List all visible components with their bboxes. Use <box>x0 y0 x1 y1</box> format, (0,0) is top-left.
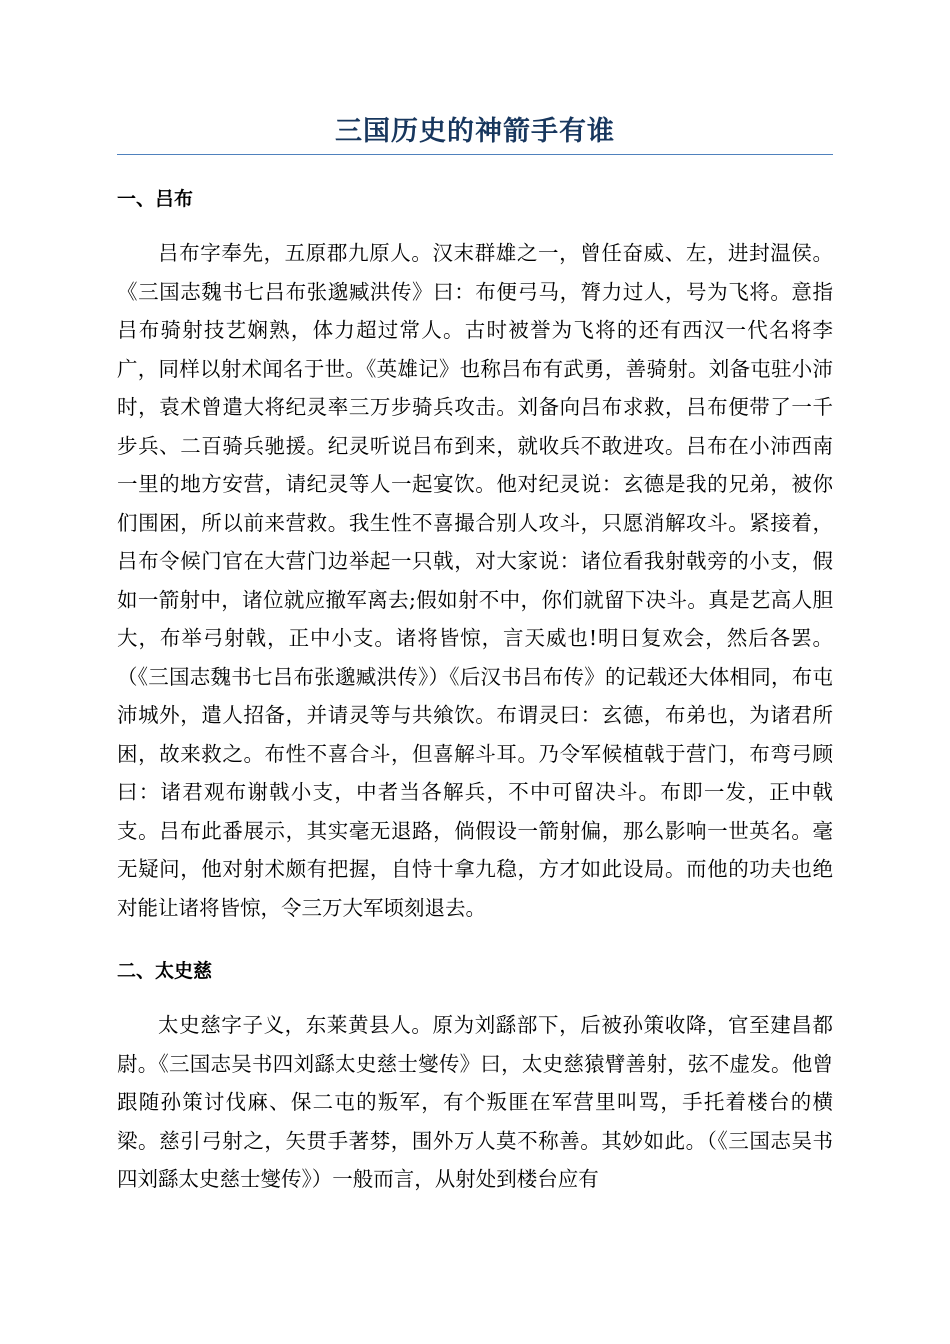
document-title: 三国历史的神箭手有谁 <box>335 116 615 147</box>
section-heading-taishici: 二、太史慈 <box>117 960 213 982</box>
title-divider <box>117 154 833 155</box>
section-paragraph-lvbu: 吕布字奉先，五原郡九原人。汉末群雄之一，曾任奋威、左，进封温侯。《三国志魏书七吕布张邈臧洪传》曰：布便弓马，膂力过人，号为飞将。意指吕布骑射技艺娴熟，体力超过常人。古时被誉为飞将的还有西汉一代名将李广，同样以射术闻名于世。《英雄记》也称吕布有武勇，善骑射。刘备屯驻小沛时，袁术曾遣大将纪灵率三万步骑兵攻击。刘备向吕布求救，吕布便带了一千步兵、二百骑兵驰援。纪灵听说吕布到来，就收兵不敢进攻。吕布在小沛西南一里的地方安营，请纪灵等人一起宴饮。他对纪灵说：玄德是我的兄弟，被你们围困，所以前来营救。我生性不喜撮合别人攻斗，只愿消解攻斗。紧接着，吕布令候门官在大营门边举起一只戟，对大家说：诸位看我射戟旁的小支，假如一箭射中，诸位就应撤军离去;假如射不中，你们就留下决斗。真是艺高人胆大，布举弓射戟，正中小支。诸将皆惊，言天威也!明日复欢会，然后各罢。（《三国志魏书七吕布张邈臧洪传》）《后汉书吕布传》的记载还大体相同，布屯沛城外，遣人招备，并请灵等与共飨饮。布谓灵曰：玄德，布弟也，为诸君所困，故来救之。布性不喜合斗，但喜解斗耳。乃令军候植戟于营门，布弯弓顾曰：诸君观布谢戟小支，中者当各解兵，不中可留决斗。布即一发，正中戟支。吕布此番展示，其实毫无退路，倘假设一箭射偏，那么影响一世英名。毫无疑问，他对射术颇有把握，自恃十拿九稳，方才如此设局。而他的功夫也绝对能让诸将皆惊，令三万大军顷刻退去。 <box>117 241 833 920</box>
section-heading-lvbu: 一、吕布 <box>117 188 194 210</box>
document-page <box>117 112 833 1199</box>
section-paragraph-taishici: 太史慈字子义，东莱黄县人。原为刘繇部下，后被孙策收降，官至建昌都尉。《三国志吴书四刘繇太史慈士燮传》曰，太史慈猿臂善射，弦不虚发。他曾跟随孙策讨伐麻、保二屯的叛军，有个叛匪在军营里叫骂，手托着楼台的横梁。慈引弓射之，矢贯手著棼，围外万人莫不称善。其妙如此。（《三国志吴书四刘繇太史慈士燮传》）一般而言，从射处到楼台应有 <box>117 1013 833 1191</box>
